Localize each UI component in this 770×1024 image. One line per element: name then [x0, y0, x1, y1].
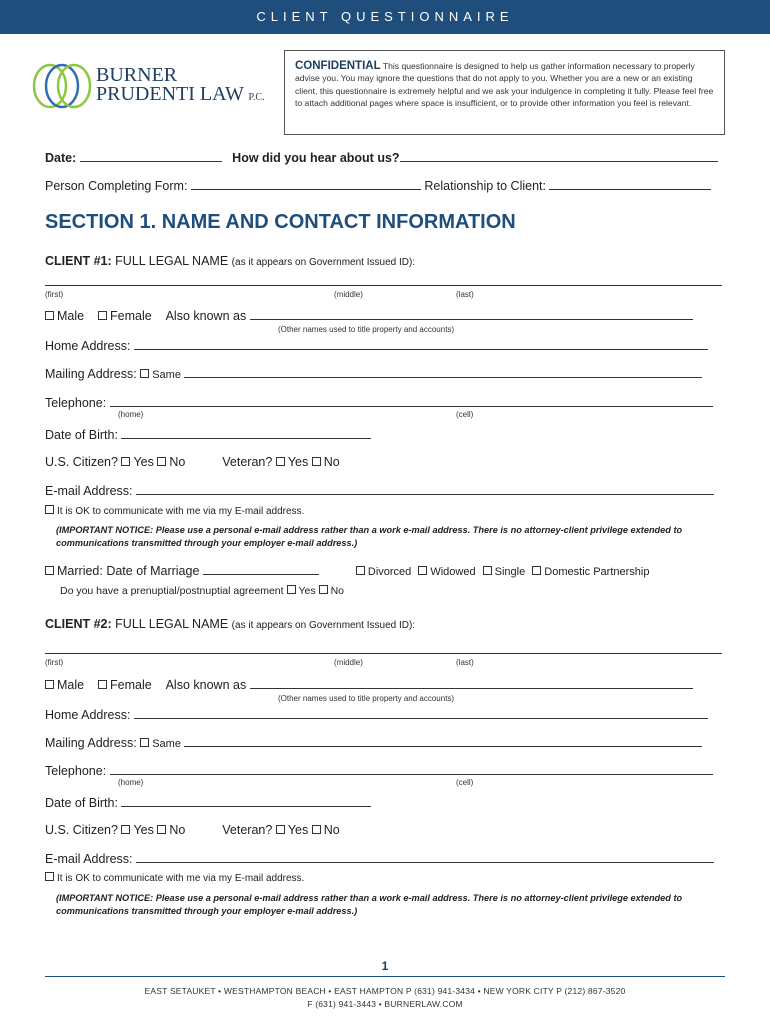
client1-widowed-checkbox[interactable] [418, 566, 427, 575]
client2-gender-row [45, 677, 722, 692]
confidential-title: CONFIDENTIAL [295, 60, 381, 72]
client2-first-label: (first) [45, 658, 64, 667]
client2-citizen-no-label: No [169, 823, 186, 837]
client1-married-label: Married: Date of Marriage [57, 564, 200, 578]
relationship-field[interactable] [549, 178, 711, 190]
client2-citizen-yes-checkbox[interactable] [121, 825, 130, 834]
client1-divorced-checkbox[interactable] [356, 566, 365, 575]
client1-first-label: (first) [45, 290, 64, 299]
client2-same-label: Same [152, 738, 181, 750]
client1-aka-field[interactable] [250, 308, 693, 320]
client2-veteran-no-checkbox[interactable] [312, 825, 321, 834]
confidential-notice [284, 50, 725, 135]
client2-female-checkbox[interactable] [98, 680, 107, 689]
date-field[interactable] [80, 150, 222, 162]
client1-dob-label: Date of Birth: [45, 428, 118, 442]
client1-last-label: (last) [456, 290, 474, 299]
client1-gender-row [45, 308, 722, 323]
client1-label: CLIENT #1: [45, 254, 112, 268]
client1-telephone-field[interactable] [110, 395, 713, 407]
client2-name-field[interactable] [45, 642, 722, 654]
client1-legal-name-label: FULL LEGAL NAME [115, 254, 229, 268]
client1-citizen-yes-checkbox[interactable] [121, 457, 130, 466]
client1-male-label: Male [57, 309, 85, 323]
footer-offices: EAST SETAUKET • WESTHAMPTON BEACH • EAST HAMPTON P (631) 941-3434 • NEW YORK CITY P (212) 867-3520 [144, 986, 626, 996]
client1-email-notice: (IMPORTANT NOTICE: Please use a personal e-mail address rather than a work e-mail address. There is no attorney-client privilege extended to communications transmitted through your employer e-mail address.) [56, 525, 683, 548]
client2-mailing-label: Mailing Address: [45, 736, 137, 750]
client2-dob-label: Date of Birth: [45, 796, 118, 810]
client1-veteran-label: Veteran? [222, 455, 273, 469]
client1-mailing-row [45, 366, 722, 381]
client1-single-checkbox[interactable] [483, 566, 492, 575]
client2-middle-label: (middle) [334, 658, 363, 667]
client1-aka-label: Also known as [165, 309, 247, 323]
client1-home-label: Home Address: [45, 339, 131, 353]
client2-same-checkbox[interactable] [140, 738, 149, 747]
client2-email-label: E-mail Address: [45, 852, 133, 866]
client1-legal-note: (as it appears on Government Issued ID): [231, 257, 416, 268]
client1-email-label: E-mail Address: [45, 484, 133, 498]
client1-citizen-label: U.S. Citizen? [45, 455, 118, 469]
client1-married-checkbox[interactable] [45, 566, 54, 575]
client2-veteran-yes-checkbox[interactable] [276, 825, 285, 834]
client1-marriage-date-field[interactable] [203, 563, 319, 575]
client1-prenup-yes-checkbox[interactable] [287, 585, 296, 594]
client2-email-ok-label: It is OK to communicate with me via my E-mail address. [57, 873, 305, 884]
client1-domestic-label: Domestic Partnership [544, 566, 650, 578]
firm-name-line1: BURNER [96, 64, 178, 86]
client1-female-checkbox[interactable] [98, 311, 107, 320]
client2-veteran-yes-label: Yes [287, 823, 309, 837]
client2-dob-row [45, 795, 722, 810]
client1-citizen-no-label: No [169, 455, 186, 469]
date-row [45, 150, 722, 165]
client1-citizen-no-checkbox[interactable] [157, 457, 166, 466]
client1-middle-label: (middle) [334, 290, 363, 299]
client1-divorced-label: Divorced [367, 566, 412, 578]
client1-widowed-label: Widowed [430, 566, 476, 578]
client2-home-label: Home Address: [45, 708, 131, 722]
client1-email-ok-label: It is OK to communicate with me via my E-mail address. [57, 506, 305, 517]
client1-mailing-label: Mailing Address: [45, 367, 137, 381]
client1-email-ok-checkbox[interactable] [45, 505, 54, 514]
client1-prenup-label: Do you have a prenuptial/postnuptial agreement [60, 585, 284, 597]
client2-mailing-field[interactable] [184, 735, 702, 747]
person-label: Person Completing Form: [45, 179, 188, 193]
client1-veteran-yes-label: Yes [287, 455, 309, 469]
client1-domestic-checkbox[interactable] [532, 566, 541, 575]
client2-legal-note: (as it appears on Government Issued ID): [231, 620, 416, 631]
footer-divider [45, 976, 725, 977]
client1-home-phone-label: (home) [118, 410, 144, 419]
client1-heading [45, 254, 722, 268]
client2-aka-note: (Other names used to title property and accounts) [278, 694, 455, 703]
client2-male-checkbox[interactable] [45, 680, 54, 689]
client2-cell-phone-label: (cell) [456, 778, 474, 787]
client1-female-label: Female [110, 309, 152, 323]
client2-telephone-row [45, 763, 722, 778]
footer-contact: F (631) 941-3443 • BURNERLAW.COM [307, 999, 463, 1009]
client1-email-row [45, 483, 722, 498]
client1-veteran-no-label: No [323, 455, 340, 469]
client2-email-notice: (IMPORTANT NOTICE: Please use a personal e-mail address rather than a work e-mail address. There is no attorney-client privilege extended to communications transmitted through your employer e-mail address.) [56, 893, 683, 916]
client2-citizen-label: U.S. Citizen? [45, 823, 118, 837]
client1-same-checkbox[interactable] [140, 369, 149, 378]
client2-aka-field[interactable] [250, 677, 693, 689]
client1-cell-phone-label: (cell) [456, 410, 474, 419]
client1-prenup-no-label: No [330, 585, 344, 597]
client1-dob-field[interactable] [121, 427, 371, 439]
firm-name-line2: PRUDENTI LAW P.C. [96, 83, 265, 105]
client2-veteran-label: Veteran? [222, 823, 273, 837]
client1-home-field[interactable] [134, 338, 708, 350]
client2-email-field[interactable] [136, 851, 714, 863]
client2-email-row [45, 851, 722, 866]
client1-veteran-no-checkbox[interactable] [312, 457, 321, 466]
client2-citizen-row [45, 823, 722, 837]
client2-email-ok-checkbox[interactable] [45, 872, 54, 881]
client1-prenup-no-checkbox[interactable] [319, 585, 328, 594]
client2-dob-field[interactable] [121, 795, 371, 807]
client2-citizen-yes-label: Yes [133, 823, 154, 837]
client1-citizen-row [45, 455, 722, 469]
client2-female-label: Female [110, 678, 152, 692]
person-field[interactable] [191, 178, 421, 190]
client1-email-field[interactable] [136, 483, 714, 495]
client1-mailing-field[interactable] [184, 366, 702, 378]
client1-prenup-row [60, 585, 737, 597]
client2-male-label: Male [57, 678, 85, 692]
confidential-text: This questionnaire is designed to help us gather information necessary to properly advise you. You may ignore the questions that do not apply to you. Whether you are a new or an existing client, this questionnaire is extremely helpful and we ask your indulgence in completing it fully. Please feel free to attach additional pages where space is insufficient, or to provide other information you feel is relevant. [295, 61, 714, 108]
page-banner: CLIENT QUESTIONNAIRE [0, 0, 770, 34]
client2-veteran-no-label: No [323, 823, 340, 837]
section-title: SECTION 1. NAME AND CONTACT INFORMATION [45, 211, 516, 233]
client2-citizen-no-checkbox[interactable] [157, 825, 166, 834]
client2-home-field[interactable] [134, 707, 708, 719]
relationship-label: Relationship to Client: [424, 179, 546, 193]
client1-citizen-yes-label: Yes [133, 455, 154, 469]
client1-telephone-row [45, 395, 722, 410]
client1-name-field[interactable] [45, 274, 722, 286]
firm-name [96, 66, 265, 107]
client1-dob-row [45, 427, 722, 442]
person-row [45, 178, 722, 193]
client2-telephone-label: Telephone: [45, 764, 107, 778]
client1-aka-note: (Other names used to title property and accounts) [278, 325, 455, 334]
client2-home-row [45, 707, 722, 722]
client2-email-ok-row [45, 872, 722, 884]
client2-mailing-row [45, 735, 722, 750]
client2-name-row [45, 642, 722, 657]
client1-marital-row [45, 563, 722, 578]
client1-veteran-yes-checkbox[interactable] [276, 457, 285, 466]
client2-last-label: (last) [456, 658, 474, 667]
client1-name-row [45, 274, 722, 289]
client2-telephone-field[interactable] [110, 763, 713, 775]
client1-same-label: Same [152, 369, 181, 381]
client2-home-phone-label: (home) [118, 778, 144, 787]
client2-aka-label: Also known as [165, 678, 247, 692]
firm-suffix: P.C. [248, 92, 265, 103]
client1-male-checkbox[interactable] [45, 311, 54, 320]
referral-label: How did you hear about us? [232, 151, 400, 165]
referral-field[interactable] [400, 150, 718, 162]
client1-telephone-label: Telephone: [45, 396, 107, 410]
date-label: Date: [45, 151, 77, 165]
client2-heading [45, 617, 722, 631]
client2-legal-name-label: FULL LEGAL NAME [115, 617, 229, 631]
client1-prenup-yes-label: Yes [298, 585, 316, 597]
client1-home-row [45, 338, 722, 353]
client1-single-label: Single [494, 566, 526, 578]
client1-email-ok-row [45, 505, 722, 517]
client2-label: CLIENT #2: [45, 617, 112, 631]
page-number: 1 [381, 959, 389, 973]
